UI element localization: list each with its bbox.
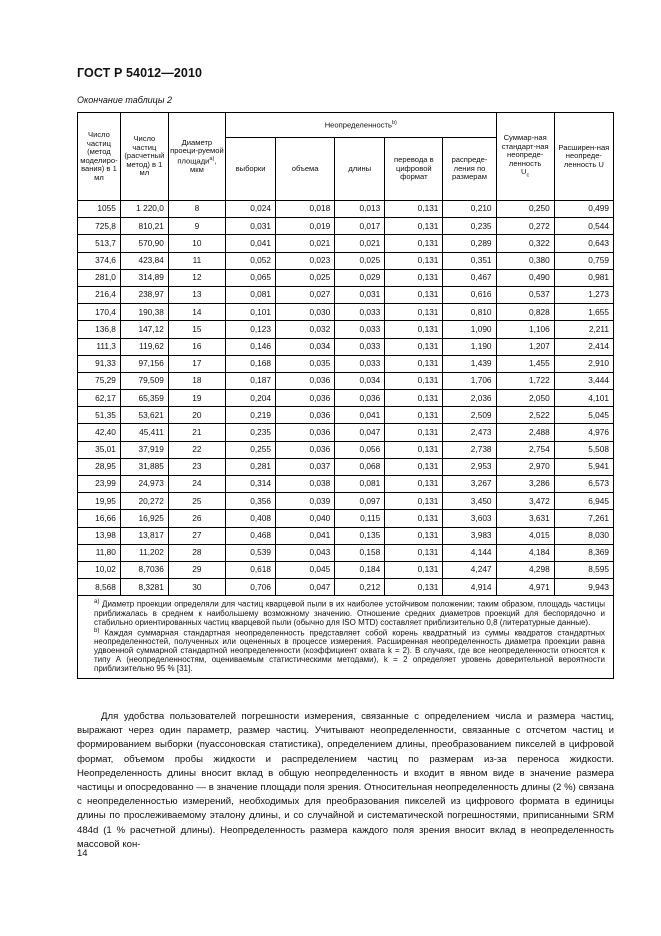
table-cell: 65,359 xyxy=(120,390,168,407)
table-row xyxy=(78,424,614,441)
table-cell: 20 xyxy=(168,407,225,424)
table-cell: 0,040 xyxy=(276,510,335,527)
table-cell: 0,033 xyxy=(335,338,385,355)
table-cell: 0,158 xyxy=(335,544,385,561)
table-cell: 3,286 xyxy=(496,476,554,493)
table-cell: 0,065 xyxy=(226,269,276,286)
table-cell: 10 xyxy=(168,235,225,252)
body-paragraph: Для удобства пользователей погрешности измерения, связанные с определением числа и размера частиц, выражают через один параметр, размер частиц. Учитывают неопределенности, связанные с отсчетом частиц и формированием выборки (пуассоновская статистика), определением длины, преобразованием пикселей в цифровой формат, объемом пробы жидкости и распределением частиц по размерам из-за переноса жидкости. Неопределенность длины вносит вклад в общую неопределенность и входит в явном виде в значение размера частицы и опосредованно — в значение площади поля зрения. Относительная неопределенность длины (2 %) связана с неопределенностью измерений, необходимых для преобразования пикселей из цифрового формата в единицы длины по прослеживаемому эталону длины, и со случайной и систематической погрешностями, приписанными SRM 484d (1 % расчетной длины). Неопределенность размера каждого поля зрения вносит вклад в неопределенность массовой кон- xyxy=(77,711,614,850)
table-cell: 0,036 xyxy=(276,372,335,389)
table-cell: 570,90 xyxy=(120,235,168,252)
table-cell: 16 xyxy=(168,338,225,355)
table-cell: 0,041 xyxy=(335,407,385,424)
table-cell: 725,8 xyxy=(78,218,121,235)
table-cell: 1,106 xyxy=(496,321,554,338)
table-cell: 3,267 xyxy=(443,476,496,493)
table-row xyxy=(78,218,614,235)
table-cell: 0,131 xyxy=(385,424,443,441)
table-cell: 9 xyxy=(168,218,225,235)
table-cell: 5,045 xyxy=(554,407,613,424)
table-cell: 13,817 xyxy=(120,527,168,544)
header-combined-symbol: U xyxy=(521,167,527,177)
table-cell: 0,184 xyxy=(335,561,385,578)
table-cell: 2,488 xyxy=(496,424,554,441)
table-cell: 4,101 xyxy=(554,390,613,407)
table-cell: 0,539 xyxy=(226,544,276,561)
table-cell: 0,056 xyxy=(335,441,385,458)
table-cell: 1,090 xyxy=(443,321,496,338)
table-body xyxy=(78,201,614,596)
table-cell: 21 xyxy=(168,424,225,441)
table-cell: 0,322 xyxy=(496,235,554,252)
table-cell: 190,38 xyxy=(120,304,168,321)
table-cell: 0,030 xyxy=(276,304,335,321)
table-cell: 16,66 xyxy=(78,510,121,527)
table-cell: 0,810 xyxy=(443,304,496,321)
table-cell: 4,247 xyxy=(443,561,496,578)
table-cell: 1,273 xyxy=(554,286,613,303)
table-row xyxy=(78,458,614,475)
table-cell: 0,131 xyxy=(385,355,443,372)
table-row xyxy=(78,476,614,493)
table-cell: 0,131 xyxy=(385,286,443,303)
table-cell: 19,95 xyxy=(78,493,121,510)
table-cell: 0,314 xyxy=(226,476,276,493)
table-cell: 111,3 xyxy=(78,338,121,355)
table-cell: 0,036 xyxy=(276,441,335,458)
table-row xyxy=(78,407,614,424)
table-cell: 14 xyxy=(168,304,225,321)
table-row xyxy=(78,269,614,286)
table-cell: 0,212 xyxy=(335,579,385,596)
table-cell: 79,509 xyxy=(120,372,168,389)
table-cell: 136,8 xyxy=(78,321,121,338)
table-footnotes xyxy=(78,596,614,679)
table-cell: 0,131 xyxy=(385,579,443,596)
table-cell: 62,17 xyxy=(78,390,121,407)
table-cell: 45,411 xyxy=(120,424,168,441)
table-cell: 9,943 xyxy=(554,579,613,596)
table-cell: 3,444 xyxy=(554,372,613,389)
table-cell: 3,631 xyxy=(496,510,554,527)
table-cell: 0,131 xyxy=(385,321,443,338)
table-cell: 0,468 xyxy=(226,527,276,544)
table-cell: 24,973 xyxy=(120,476,168,493)
table-cell: 0,033 xyxy=(335,355,385,372)
table-cell: 0,081 xyxy=(226,286,276,303)
table-row xyxy=(78,321,614,338)
table-cell: 0,380 xyxy=(496,252,554,269)
table-cell: 1,455 xyxy=(496,355,554,372)
table-cell: 0,081 xyxy=(335,476,385,493)
table-cell: 0,146 xyxy=(226,338,276,355)
table-cell: 6,573 xyxy=(554,476,613,493)
table-cell: 29 xyxy=(168,561,225,578)
table-cell: 0,131 xyxy=(385,527,443,544)
table-cell: 0,981 xyxy=(554,269,613,286)
table-cell: 1055 xyxy=(78,201,121,218)
table-row xyxy=(78,441,614,458)
footnote-a xyxy=(94,599,605,628)
table-cell: 23,99 xyxy=(78,476,121,493)
table-cell: 2,970 xyxy=(496,458,554,475)
table-cell: 0,131 xyxy=(385,304,443,321)
table-row xyxy=(78,544,614,561)
header-digitization: перевода в цифровой формат xyxy=(385,138,443,201)
table-cell: 0,037 xyxy=(276,458,335,475)
table-row xyxy=(78,286,614,303)
table-cell: 0,250 xyxy=(496,201,554,218)
table-cell: 1 220,0 xyxy=(120,201,168,218)
table-cell: 12 xyxy=(168,269,225,286)
table-cell: 0,544 xyxy=(554,218,613,235)
table-cell: 0,131 xyxy=(385,252,443,269)
table-cell: 0,017 xyxy=(335,218,385,235)
table-cell: 0,131 xyxy=(385,510,443,527)
table-cell: 10,02 xyxy=(78,561,121,578)
table-cell: 0,408 xyxy=(226,510,276,527)
table-cell: 18 xyxy=(168,372,225,389)
table-cell: 0,068 xyxy=(335,458,385,475)
table-cell: 0,537 xyxy=(496,286,554,303)
header-uncertainty-sup: b) xyxy=(391,119,397,126)
table-cell: 3,472 xyxy=(496,493,554,510)
table-cell: 0,032 xyxy=(276,321,335,338)
table-cell: 17 xyxy=(168,355,225,372)
table-cell: 20,272 xyxy=(120,493,168,510)
table-cell: 0,131 xyxy=(385,235,443,252)
table-cell: 0,041 xyxy=(276,527,335,544)
header-size-distribution: распреде-ления по размерам xyxy=(443,138,496,201)
table-cell: 16,925 xyxy=(120,510,168,527)
table-cell: 22 xyxy=(168,441,225,458)
data-table xyxy=(77,112,614,679)
table-cell: 0,490 xyxy=(496,269,554,286)
table-cell: 4,914 xyxy=(443,579,496,596)
table-cell: 0,036 xyxy=(276,407,335,424)
header-particle-count-model: Число частиц (метод моделиро-вания) в 1 мл xyxy=(78,113,121,201)
table-cell: 5,508 xyxy=(554,441,613,458)
table-cell: 0,036 xyxy=(276,390,335,407)
table-cell: 4,184 xyxy=(496,544,554,561)
table-cell: 0,034 xyxy=(335,372,385,389)
table-cell: 3,603 xyxy=(443,510,496,527)
table-cell: 3,983 xyxy=(443,527,496,544)
table-row xyxy=(78,304,614,321)
table-cell: 0,131 xyxy=(385,441,443,458)
table-cell: 0,759 xyxy=(554,252,613,269)
table-cell: 1,655 xyxy=(554,304,613,321)
table-cell: 30 xyxy=(168,579,225,596)
table-cell: 2,050 xyxy=(496,390,554,407)
table-cell: 0,013 xyxy=(335,201,385,218)
table-row xyxy=(78,510,614,527)
table-cell: 75,29 xyxy=(78,372,121,389)
table-cell: 0,135 xyxy=(335,527,385,544)
header-length: длины xyxy=(335,138,385,201)
body-text xyxy=(77,710,614,852)
table-cell: 0,052 xyxy=(226,252,276,269)
table-cell: 0,131 xyxy=(385,269,443,286)
table-cell: 0,210 xyxy=(443,201,496,218)
table-cell: 0,039 xyxy=(276,493,335,510)
table-cell: 0,828 xyxy=(496,304,554,321)
table-cell: 0,356 xyxy=(226,493,276,510)
table-cell: 0,131 xyxy=(385,372,443,389)
table-cell: 4,015 xyxy=(496,527,554,544)
table-cell: 0,031 xyxy=(335,286,385,303)
table-cell: 0,618 xyxy=(226,561,276,578)
table-cell: 2,473 xyxy=(443,424,496,441)
table-cell: 0,021 xyxy=(335,235,385,252)
table-cell: 0,047 xyxy=(335,424,385,441)
table-cell: 0,025 xyxy=(335,252,385,269)
table-cell: 15 xyxy=(168,321,225,338)
table-cell: 423,84 xyxy=(120,252,168,269)
table-cell: 4,976 xyxy=(554,424,613,441)
table-cell: 0,467 xyxy=(443,269,496,286)
table-cell: 3,450 xyxy=(443,493,496,510)
table-cell: 216,4 xyxy=(78,286,121,303)
table-cell: 0,038 xyxy=(276,476,335,493)
table-cell: 314,89 xyxy=(120,269,168,286)
table-cell: 0,027 xyxy=(276,286,335,303)
table-cell: 7,261 xyxy=(554,510,613,527)
table-cell: 0,029 xyxy=(335,269,385,286)
table-cell: 0,131 xyxy=(385,218,443,235)
table-cell: 2,509 xyxy=(443,407,496,424)
header-volume: объема xyxy=(276,138,335,201)
table-cell: 0,616 xyxy=(443,286,496,303)
footnote-a-marker: а) xyxy=(94,599,100,606)
table-cell: 37,919 xyxy=(120,441,168,458)
table-cell: 8,595 xyxy=(554,561,613,578)
table-cell: 28 xyxy=(168,544,225,561)
table-cell: 0,235 xyxy=(226,424,276,441)
table-cell: 2,414 xyxy=(554,338,613,355)
table-cell: 0,235 xyxy=(443,218,496,235)
table-cell: 0,131 xyxy=(385,201,443,218)
table-cell: 810,21 xyxy=(120,218,168,235)
table-cell: 42,40 xyxy=(78,424,121,441)
table-cell: 35,01 xyxy=(78,441,121,458)
table-cell: 0,033 xyxy=(335,304,385,321)
table-cell: 24 xyxy=(168,476,225,493)
header-combined-uncertainty xyxy=(496,113,554,201)
table-cell: 23 xyxy=(168,458,225,475)
table-cell: 0,036 xyxy=(335,390,385,407)
table-row xyxy=(78,561,614,578)
table-cell: 2,211 xyxy=(554,321,613,338)
table-cell: 1,190 xyxy=(443,338,496,355)
table-cell: 170,4 xyxy=(78,304,121,321)
table-cell: 0,035 xyxy=(276,355,335,372)
table-cell: 119,62 xyxy=(120,338,168,355)
table-cell: 0,018 xyxy=(276,201,335,218)
header-expanded-uncertainty: Расширен-ная неопреде-ленность U xyxy=(554,113,613,201)
table-cell: 11,202 xyxy=(120,544,168,561)
table-cell: 8,7036 xyxy=(120,561,168,578)
table-cell: 0,041 xyxy=(226,235,276,252)
table-cell: 0,131 xyxy=(385,561,443,578)
table-cell: 2,036 xyxy=(443,390,496,407)
header-uncertainty-group xyxy=(226,113,497,138)
table-cell: 8,568 xyxy=(78,579,121,596)
table-cell: 0,204 xyxy=(226,390,276,407)
table-cell: 11,80 xyxy=(78,544,121,561)
table-cell: 13,98 xyxy=(78,527,121,544)
table-cell: 0,131 xyxy=(385,458,443,475)
table-cell: 97,156 xyxy=(120,355,168,372)
table-row xyxy=(78,493,614,510)
table-cell: 0,168 xyxy=(226,355,276,372)
table-cell: 0,023 xyxy=(276,252,335,269)
table-cell: 26 xyxy=(168,510,225,527)
table-cell: 1,439 xyxy=(443,355,496,372)
table-cell: 91,33 xyxy=(78,355,121,372)
table-row xyxy=(78,235,614,252)
table-cell: 2,953 xyxy=(443,458,496,475)
page-number: 14 xyxy=(77,848,88,859)
table-cell: 8,3281 xyxy=(120,579,168,596)
footnote-b-text: Каждая суммарная стандартная неопределенность представляет собой корень квадратный из суммы квадратов стандартных неопределенностей, полученных или оцененных в процессе измерения. Расширенная неопределенность диаметра проекции равна удвоенной суммарной стандартной неопределенности (коэффициент охвата k = 2). В случаях, где все неопределенности относятся к типу А (неопределенностям, оцениваемым статистическими методами), k = 2 определяет уровень доверительной вероятности приблизительно 95 % [31]. xyxy=(94,628,605,674)
table-cell: 0,021 xyxy=(276,235,335,252)
table-cell: 0,101 xyxy=(226,304,276,321)
table-cell: 4,144 xyxy=(443,544,496,561)
table-cell: 0,255 xyxy=(226,441,276,458)
table-cell: 8,030 xyxy=(554,527,613,544)
table-cell: 1,207 xyxy=(496,338,554,355)
table-cell: 0,272 xyxy=(496,218,554,235)
table-cell: 0,131 xyxy=(385,493,443,510)
header-sampling: выборки xyxy=(226,138,276,201)
table-cell: 31,885 xyxy=(120,458,168,475)
table-cell: 0,033 xyxy=(335,321,385,338)
table-cell: 11 xyxy=(168,252,225,269)
table-cell: 0,187 xyxy=(226,372,276,389)
table-cell: 0,019 xyxy=(276,218,335,235)
table-cell: 0,097 xyxy=(335,493,385,510)
table-cell: 5,941 xyxy=(554,458,613,475)
table-cell: 513,7 xyxy=(78,235,121,252)
table-cell: 0,499 xyxy=(554,201,613,218)
table-cell: 238,97 xyxy=(120,286,168,303)
header-combined-label: Суммар-ная стандарт-ная неопреде-ленность xyxy=(501,133,549,168)
table-cell: 0,031 xyxy=(226,218,276,235)
table-row xyxy=(78,372,614,389)
table-cell: 0,131 xyxy=(385,476,443,493)
table-cell: 0,351 xyxy=(443,252,496,269)
table-row xyxy=(78,355,614,372)
table-cell: 0,131 xyxy=(385,390,443,407)
table-caption: Окончание таблицы 2 xyxy=(77,95,172,105)
table-cell: 27 xyxy=(168,527,225,544)
table-cell: 0,034 xyxy=(276,338,335,355)
table-cell: 0,131 xyxy=(385,407,443,424)
footnote-b xyxy=(94,628,605,674)
table-cell: 0,281 xyxy=(226,458,276,475)
table-row xyxy=(78,201,614,218)
table-cell: 0,706 xyxy=(226,579,276,596)
header-uncertainty-label: Неопределенность xyxy=(324,120,392,130)
table-cell: 1,706 xyxy=(443,372,496,389)
document-header: ГОСТ Р 54012—2010 xyxy=(77,66,203,80)
header-particle-count-calc: Число частиц (расчетный метод) в 1 мл xyxy=(120,113,168,201)
table-cell: 25 xyxy=(168,493,225,510)
table-cell: 147,12 xyxy=(120,321,168,338)
table-cell: 4,971 xyxy=(496,579,554,596)
table-cell: 374,6 xyxy=(78,252,121,269)
table-cell: 281,0 xyxy=(78,269,121,286)
header-combined-subscript: c xyxy=(526,172,530,179)
table-cell: 0,024 xyxy=(226,201,276,218)
table-cell: 0,219 xyxy=(226,407,276,424)
table-cell: 0,131 xyxy=(385,544,443,561)
header-diameter-sup: а) xyxy=(209,155,215,162)
table-row xyxy=(78,579,614,596)
table-cell: 51,35 xyxy=(78,407,121,424)
table-cell: 0,131 xyxy=(385,338,443,355)
table-cell: 0,045 xyxy=(276,561,335,578)
header-diameter-label: Диаметр проеци-руемой площади xyxy=(170,137,224,166)
table-cell: 0,115 xyxy=(335,510,385,527)
table-cell: 4,298 xyxy=(496,561,554,578)
table-cell: 8,369 xyxy=(554,544,613,561)
table-cell: 8 xyxy=(168,201,225,218)
header-diameter-unit: , мкм xyxy=(190,156,217,174)
table-cell: 0,025 xyxy=(276,269,335,286)
footnote-b-marker: b) xyxy=(94,627,100,634)
table-cell: 0,043 xyxy=(276,544,335,561)
table-cell: 13 xyxy=(168,286,225,303)
header-diameter xyxy=(168,113,225,201)
table-cell: 0,643 xyxy=(554,235,613,252)
table-row xyxy=(78,527,614,544)
table-cell: 2,754 xyxy=(496,441,554,458)
table-cell: 0,047 xyxy=(276,579,335,596)
table-cell: 53,621 xyxy=(120,407,168,424)
table-cell: 19 xyxy=(168,390,225,407)
table-cell: 1,722 xyxy=(496,372,554,389)
table-cell: 6,945 xyxy=(554,493,613,510)
table-row xyxy=(78,338,614,355)
table-cell: 0,036 xyxy=(276,424,335,441)
table-row xyxy=(78,252,614,269)
footnote-a-text: Диаметр проекции определяли для частиц кварцевой пыли в их наиболее устойчивом положении; таким образом, площадь частицы приближалась в среднем к наибольшему возможному значению. Отношение средних диаметров проекций для беспорядочно и стабильно ориентированных частиц кварцевой пыли (обычно для ISO MTD) составляет приблизительно 0,8 (литературные данные). xyxy=(94,599,605,627)
table-cell: 28,95 xyxy=(78,458,121,475)
table-cell: 2,738 xyxy=(443,441,496,458)
table-cell: 0,123 xyxy=(226,321,276,338)
table-cell: 0,289 xyxy=(443,235,496,252)
table-cell: 2,910 xyxy=(554,355,613,372)
table-cell: 2,522 xyxy=(496,407,554,424)
table-row xyxy=(78,390,614,407)
